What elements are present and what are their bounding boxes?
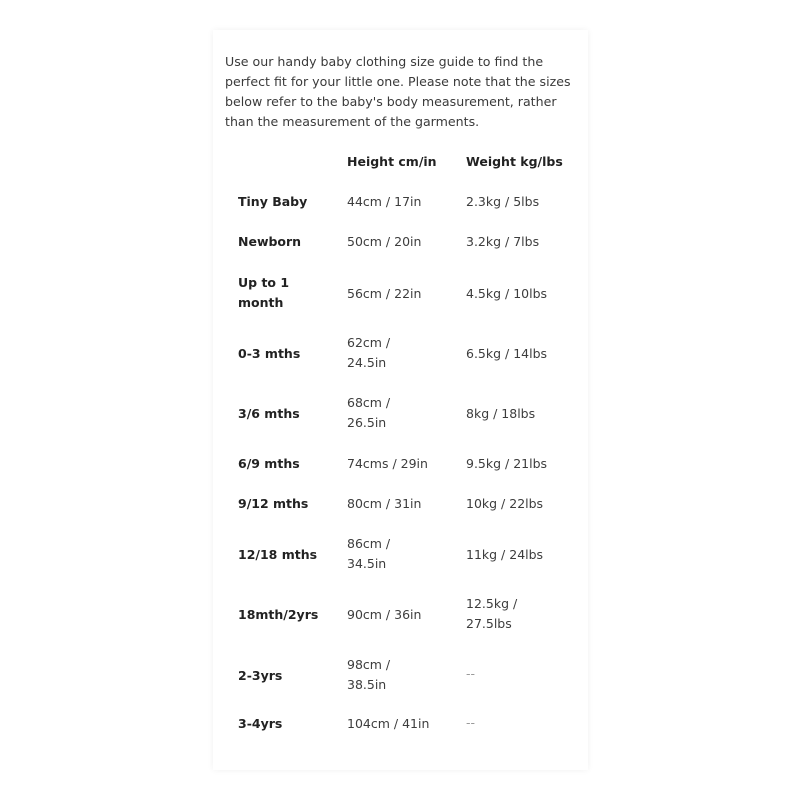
size-guide-intro: Use our handy baby clothing size guide to find the perfect fit for your little one. Please note that the sizes below refer to the baby's body measurement, rather than the measurement of the garments. [225,54,571,129]
height-cell-18mth-2yrs: 90cm / 36in [347,607,422,622]
height-cell-6-9-mths: 74cms / 29in [347,456,428,471]
size-label-tiny-baby: Tiny Baby [238,194,308,209]
size-label-up-to-1-month: Up to 1 month [238,275,290,310]
size-label-18mth-2yrs: 18mth/2yrs [238,607,319,622]
height-cell-0-3-mths: 62cm / 24.5in [347,335,391,370]
height-cell-2-3yrs: 98cm / 38.5in [347,657,391,692]
size-label-12-18-mths: 12/18 mths [238,547,318,562]
weight-cell-0-3-mths: 6.5kg / 14lbs [466,346,548,361]
size-label-2-3yrs: 2-3yrs [238,668,283,683]
size-label-6-9-mths: 6/9 mths [238,456,300,471]
weight-cell-3-6-mths: 8kg / 18lbs [466,406,536,421]
height-cell-up-to-1-month: 56cm / 22in [347,286,422,301]
weight-cell-9-12-mths: 10kg / 22lbs [466,496,544,511]
size-label-3-6-mths: 3/6 mths [238,406,300,421]
height-cell-newborn: 50cm / 20in [347,234,422,249]
height-cell-3-4yrs: 104cm / 41in [347,716,430,731]
height-cell-3-6-mths: 68cm / 26.5in [347,395,391,430]
weight-cell-up-to-1-month: 4.5kg / 10lbs [466,286,548,301]
height-cell-12-18-mths: 86cm / 34.5in [347,536,391,571]
size-label-0-3-mths: 0-3 mths [238,346,301,361]
weight-cell-18mth-2yrs: 12.5kg / 27.5lbs [466,596,518,631]
weight-cell-2-3yrs: -- [466,666,476,681]
size-label-3-4yrs: 3-4yrs [238,716,283,731]
weight-cell-3-4yrs: -- [466,715,476,730]
weight-cell-12-18-mths: 11kg / 24lbs [466,547,544,562]
height-cell-9-12-mths: 80cm / 31in [347,496,422,511]
weight-cell-tiny-baby: 2.3kg / 5lbs [466,194,540,209]
weight-column-header: Weight kg/lbs [466,154,563,169]
height-column-header: Height cm/in [347,154,437,169]
weight-cell-newborn: 3.2kg / 7lbs [466,234,540,249]
height-cell-tiny-baby: 44cm / 17in [347,194,422,209]
weight-cell-6-9-mths: 9.5kg / 21lbs [466,456,548,471]
size-label-newborn: Newborn [238,234,302,249]
size-label-9-12-mths: 9/12 mths [238,496,309,511]
